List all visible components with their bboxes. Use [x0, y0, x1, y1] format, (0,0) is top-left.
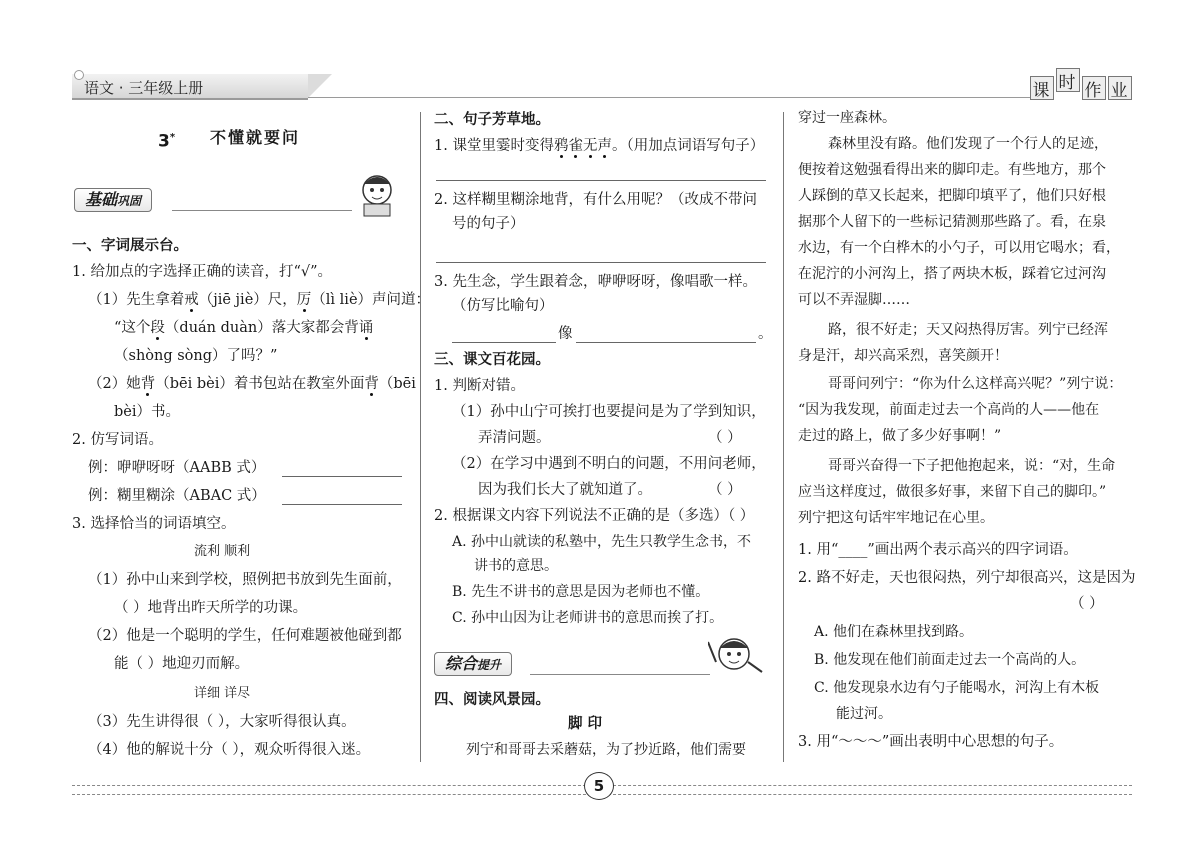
course-logo	[1030, 68, 1130, 102]
question-line: （2）她背（bēi bèi）着书包站在教室外面背（bēi	[88, 376, 416, 392]
column-divider	[783, 112, 784, 762]
story-line: 身是汗，却兴高采烈，喜笑颜开！	[798, 348, 1008, 364]
tag-rule	[172, 210, 352, 211]
logo-char: 时	[1058, 73, 1076, 93]
basic-section-tag: 基础巩固	[74, 188, 152, 212]
question-line: bèi）书。	[114, 404, 181, 420]
option-line: A. 他们在森林里找到路。	[814, 624, 974, 640]
story-line: 穿过一座森林。	[798, 110, 896, 126]
story-line: 哥哥问列宁：“你为什么这样高兴呢？”列宁说：	[828, 376, 1123, 392]
question-line: （1）先生拿着戒（jiē jiè）尺，厉（lì liè）声问道：	[88, 292, 431, 308]
lesson-title: 不懂就要问	[210, 128, 301, 147]
answer-blank[interactable]	[282, 504, 402, 505]
student-cartoon-icon	[352, 170, 402, 218]
question: 3. 先生念，学生跟着念，咿咿呀呀，像唱歌一样。	[434, 274, 757, 290]
story-line: 水边，有一个白桦木的小勺子，可以用它喝水；看，	[798, 240, 1120, 256]
question: 3. 用“～～～”画出表明中心思想的句子。	[798, 734, 1064, 750]
question: 1. 给加点的字选择正确的读音，打“√”。	[72, 264, 333, 280]
question-line: 号的句子）	[452, 216, 525, 232]
story-line: 列宁和哥哥去采蘑菇，为了抄近路，他们需要	[466, 742, 746, 758]
lesson-number: 3*	[158, 131, 176, 152]
question-line: 弄清问题。	[478, 430, 551, 446]
question-line: “这个段（duán duàn）落大家都会背诵	[114, 320, 374, 336]
story-line: 便按着这勉强看得出来的脚印走。有些地方，那个	[798, 162, 1106, 178]
option-line: B. 先生不讲书的意思是因为老师也不懂。	[452, 584, 710, 600]
question-line: （3）先生讲得很（ ），大家听得很认真。	[88, 714, 356, 730]
question-line: （ ）地背出昨天所学的功课。	[114, 600, 308, 616]
story-line: 走过的路上，做了多少好事啊！”	[798, 428, 1002, 444]
option-line: 讲书的意思。	[474, 558, 558, 574]
question: 1. 用“____”画出两个表示高兴的四字词语。	[798, 542, 1078, 558]
story-line: 哥哥兴奋得一下子把他抱起来，说：“对，生命	[828, 458, 1116, 474]
logo-char: 作	[1084, 81, 1102, 101]
section-heading: 三、课文百花园。	[434, 352, 550, 368]
header-ring-icon	[74, 70, 84, 80]
story-line: 应当这样度过，做很多好事，来留下自己的脚印。”	[798, 484, 1107, 500]
section-heading: 四、阅读风景园。	[434, 692, 550, 708]
section-heading: 一、字词展示台。	[72, 238, 188, 254]
option-line: B. 他发现在他们前面走过去一个高尚的人。	[814, 652, 1086, 668]
example-line: 例：糊里糊涂（ABAC 式）	[88, 488, 266, 504]
answer-blank[interactable]	[436, 180, 766, 181]
answer-blank[interactable]	[576, 342, 756, 343]
story-line: 可以不弄湿脚……	[798, 292, 910, 308]
question: 1. 课堂里霎时变得鸦雀无声。（用加点词语写句子）	[434, 138, 765, 154]
punctuation: 。	[758, 326, 773, 342]
question-line: （2）他是一个聪明的学生，任何难题被他碰到都	[88, 628, 402, 644]
pointing-student-cartoon-icon	[708, 632, 764, 684]
story-line: 在泥泞的小河沟上，搭了两块木板，踩着它过河沟	[798, 266, 1106, 282]
section-heading: 二、句子芳草地。	[434, 112, 550, 128]
story-line: “因为我发现，前面走过去一个高尚的人——他在	[798, 402, 1100, 418]
answer-paren[interactable]: （ ）	[708, 482, 742, 498]
example-line: 例：咿咿呀呀（AABB 式）	[88, 460, 266, 476]
column-divider	[420, 112, 421, 762]
logo-char: 课	[1032, 81, 1050, 101]
header-rule	[308, 97, 1048, 98]
question-line: 能（ ）地迎刃而解。	[114, 656, 250, 672]
question-line: （2）在学习中遇到不明白的问题，不用问老师，	[452, 456, 766, 472]
answer-paren[interactable]: （ ）	[1070, 596, 1104, 612]
story-line: 森林里没有路。他们发现了一个行人的足迹，	[828, 136, 1108, 152]
tag-rule	[530, 674, 710, 675]
story-line: 人踩倒的草又长起来，把脚印填平了，他们只好根	[798, 188, 1106, 204]
story-line: 列宁把这句话牢牢地记在心里。	[798, 510, 994, 526]
word-choices: 流利 顺利	[194, 544, 251, 559]
question: 2. 路不好走，天也很闷热，列宁却很高兴，这是因为	[798, 570, 1136, 586]
answer-paren[interactable]: （ ）	[708, 430, 742, 446]
word-choices: 详细 详尽	[194, 686, 251, 701]
answer-blank[interactable]	[282, 476, 402, 477]
question: 2. 仿写词语。	[72, 432, 163, 448]
answer-blank[interactable]	[436, 262, 766, 263]
question: 2. 根据课文内容下列说法不正确的是（多选）（ ）	[434, 508, 755, 524]
question-line: （shòng sòng）了吗？”	[114, 348, 278, 364]
question-line: （4）他的解说十分（ ），观众听得很入迷。	[88, 742, 371, 758]
option-line: A. 孙中山就读的私塾中，先生只教学生念书，不	[452, 534, 752, 550]
page-number: 5	[584, 772, 614, 800]
question: 1. 判断对错。	[434, 378, 525, 394]
logo-char: 业	[1110, 81, 1128, 101]
question-line: （1）孙中山宁可挨打也要提问是为了学到知识，	[452, 404, 766, 420]
question: 2. 这样糊里糊涂地背，有什么用呢？（改成不带问	[434, 192, 757, 208]
question-line: （1）孙中山来到学校，照例把书放到先生面前，	[88, 572, 402, 588]
option-line: C. 孙中山因为让老师讲书的意思而挨了打。	[452, 610, 724, 626]
answer-blank[interactable]	[452, 342, 556, 343]
option-line: C. 他发现泉水边有勺子能喝水，河沟上有木板	[814, 680, 1100, 696]
comprehensive-section-tag: 综合提升	[434, 652, 512, 676]
header-title: 语文 · 三年级上册	[84, 79, 204, 97]
option-line: 能过河。	[836, 706, 892, 722]
story-line: 路，很不好走；天又闷热得厉害。列宁已经浑	[828, 322, 1108, 338]
question-line: （仿写比喻句）	[452, 298, 554, 314]
question-line: 因为我们长大了就知道了。	[478, 482, 652, 498]
question: 3. 选择恰当的词语填空。	[72, 516, 236, 532]
story-line: 据那个人留下的一些标记猜测那些路了。看，在泉	[798, 214, 1106, 230]
simile-word: 像	[558, 326, 573, 342]
story-title: 脚 印	[568, 716, 603, 732]
